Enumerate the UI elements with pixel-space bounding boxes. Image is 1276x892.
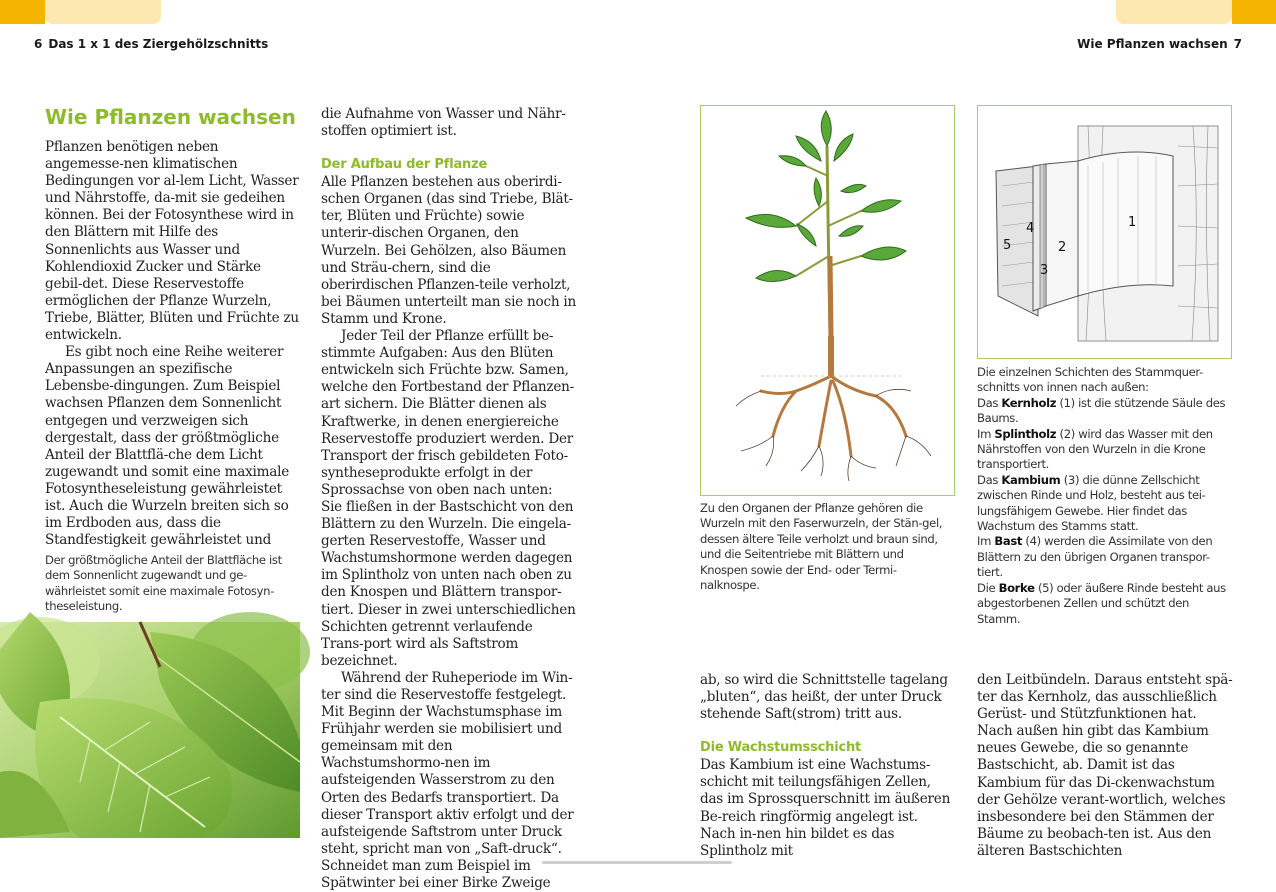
caption-kambium: Das Kambium (3) die dünne Zellschicht zwischen Rinde und Holz, besteht aus tei-lungsfähigem Gewebe. Hier findet das Wachstum des Stamms statt. xyxy=(977,472,1206,534)
trunk-figure-caption xyxy=(977,365,1232,627)
caption-borke: Die Borke (5) oder äußere Rinde besteht aus abgestorbenen Zellen und schützt den Stamm. xyxy=(977,580,1226,626)
right-page-number: 7 xyxy=(1233,37,1242,51)
header-tab-left-dark xyxy=(0,0,45,24)
paragraph: Es gibt noch eine Reihe weiterer Anpassungen an spezifische Lebensbe-dingungen. Zum Beispiel wachsen Pflanzen dem Sonnenlicht entgegen und verzweigen sich dergestalt, dass der größtmögliche Anteil der Blattflä-che dem Licht zugewandt und somit eine maximale Fotosyntheseleistung gewährleistet ist. Auch die Wurzeln breiten sich so im Erdboden aus, dass die Standfestigkeit gewährleistet und xyxy=(45,344,290,549)
leaf-photo-svg xyxy=(0,622,300,838)
plant-illustration xyxy=(701,106,954,495)
caption-bast: Im Bast (4) werden die Assimilate von den Blättern zu den übrigen Organen transpor-tiert. xyxy=(977,534,1213,580)
paragraph: die Aufnahme von Wasser und Nähr-stoffen optimiert ist. xyxy=(321,106,566,140)
subheading-aufbau: Der Aufbau der Pflanze xyxy=(321,157,488,173)
right-column-1 xyxy=(700,672,954,860)
left-running-head xyxy=(28,37,268,51)
header-tab-right-light xyxy=(1116,0,1232,24)
trunk-figure xyxy=(977,105,1232,359)
caption-splintholz: Im Splintholz (2) wird das Wasser mit den Nährstoffen von den Wurzeln in die Krone transportiert. xyxy=(977,426,1213,472)
plant-figure-caption: Zu den Organen der Pflanze gehören die Wurzeln mit den Faserwurzeln, der Stän-gel, dessen ältere Teile verholzt und braun sind, und die Seitentriebe mit Blättern und Knospen sowie der End- oder Termi-nalknospe. xyxy=(700,501,943,593)
left-page-number: 6 xyxy=(34,37,43,51)
plant-figure xyxy=(700,105,955,496)
subheading-wachstumsschicht: Die Wachstumsschicht xyxy=(700,740,862,756)
left-column-1 xyxy=(45,104,299,549)
caption-intro: Die einzelnen Schichten des Stammquer-schnitts von innen nach außen: xyxy=(977,365,1203,395)
trunk-label-2: 2 xyxy=(1058,240,1067,255)
leaf-photo xyxy=(0,622,300,838)
paragraph: Alle Pflanzen bestehen aus oberirdi-schen Organen (das sind Triebe, Blät-ter, Blüten und Früchte) sowie unterir-dischen Organen, den Wurzeln. Bei Gehölzen, also Bäumen und Sträu-chern, sind die oberirdischen Pflanzen-teile verholzt, bei Bäumen unterteilt man sie noch in Stamm und Krone. xyxy=(321,174,577,327)
paragraph: Das Kambium ist eine Wachstums-schicht mit teilungsfähigen Zellen, das im Sprossquerschnitt im äußeren Be-reich ringförmig angelegt ist. Nach in-nen hin bildet es das Splintholz mit xyxy=(700,757,951,859)
paragraph: Pflanzen benötigen neben angemesse-nen klimatischen Bedingungen vor al-lem Licht, Wasser und Nährstoffe, da-mit sie gedeihen können. Bei der Fotosynthese wird in den Blättern mit Hilfe des Sonnenlichts aus Wasser und Kohlendioxid Zucker und Stärke gebil-det. Diese Reservestoffe ermöglichen der Pflanze Wurzeln, Triebe, Blätter, Blüten und Früchte zu entwickeln. xyxy=(45,139,299,344)
trunk-label-5: 5 xyxy=(1003,238,1012,253)
leaf-photo-caption: Der größtmögliche Anteil der Blattfläche ist dem Sonnenlicht zugewandt und ge-währleistet somit eine maximale Fotosyn-theseleistung. xyxy=(45,553,282,614)
header-tab-right-dark xyxy=(1232,0,1276,24)
paragraph: Während der Ruheperiode im Win-ter sind die Reservestoffe festgelegt. Mit Beginn der Wachstumsphase im Frühjahr werden sie mobilisiert und gemeinsam mit den Wachstumshormo-nen im aufsteigenden Wasserstrom zu den Orten des Bedarfs transportiert. Da dieser Transport aktiv erfolgt und der aufsteigende Saftstrom unter Druck steht, spricht man von „Saft-druck“. Schneidet man zum Beispiel im Spätwinter bei einer Birke Zweige xyxy=(321,669,574,892)
paragraph: ab, so wird die Schnittstelle tagelang „bluten“, das heißt, der unter Druck stehende Saft(strom) tritt aus. xyxy=(700,672,948,723)
left-chapter-title: Das 1 x 1 des Ziergehölzschnitts xyxy=(48,37,269,51)
bottom-scroll-indicator xyxy=(542,861,732,864)
left-column-2 xyxy=(321,106,577,892)
right-chapter-title: Wie Pflanzen wachsen xyxy=(1077,37,1228,51)
trunk-label-4: 4 xyxy=(1026,221,1035,236)
section-heading: Wie Pflanzen wachsen xyxy=(45,105,296,129)
trunk-illustration xyxy=(978,106,1231,358)
trunk-label-1: 1 xyxy=(1128,215,1137,230)
header-tab-left-light xyxy=(45,0,161,24)
right-column-2 xyxy=(977,672,1233,860)
paragraph: Jeder Teil der Pflanze erfüllt be-stimmte Aufgaben: Aus den Blüten entwickeln sich Früchte bzw. Samen, welche den Fortbestand der Pflanzen-art sichern. Die Blätter dienen als Kraftwerke, in denen energiereiche Reservestoffe produziert werden. Der Transport der frisch gebildeten Foto-syntheseprodukte erfolgt in der Sprossachse von oben nach unten: Sie fließen in der Bastschicht von den Blättern zu den Wurzeln. Die eingela-gerten Reservestoffe, Wasser und Wachstumshormone werden dagegen im Splintholz von unten nach oben zu den Knospen und Blättern transpor-tiert. Dieser in zwei unterschiedlichen Schichten getrennt verlaufende Trans-port wird als Saftstrom bezeichnet. xyxy=(321,328,576,669)
paragraph: den Leitbündeln. Daraus entsteht spä-ter das Kernholz, das ausschließlich Gerüst- und Stützfunktionen hat. Nach außen hin gibt das Kambium neues Gewebe, die so genannte Bastschicht, ab. Damit ist das Kambium für das Di-ckenwachstum der Gehölze verant-wortlich, welches insbesondere bei den Stämmen der Bäume zu beobach-ten ist. Aus den älteren Bastschichten xyxy=(977,672,1233,859)
caption-kernholz: Das Kernholz (1) ist die stützende Säule des Baums. xyxy=(977,395,1226,426)
trunk-label-3: 3 xyxy=(1040,263,1049,278)
right-running-head xyxy=(1077,37,1248,51)
